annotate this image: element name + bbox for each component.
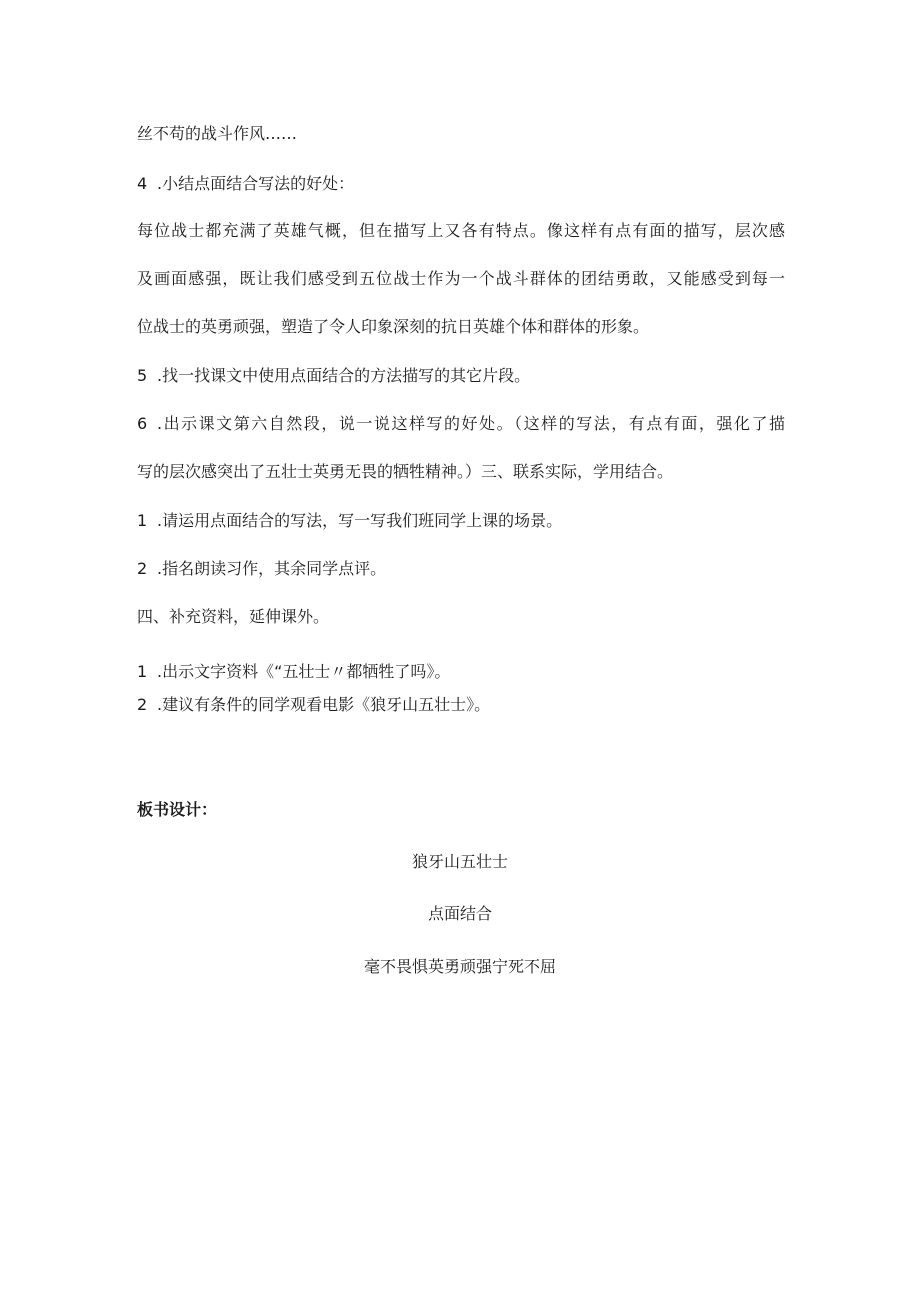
item-text: .出示课文第六自然段，说一说这样写的好处。（这样的写法，有点有面，强化了描	[157, 414, 785, 433]
board-line-text: 点面结合	[427, 904, 492, 923]
item-number: 4	[137, 174, 148, 193]
paragraph-line	[137, 269, 785, 289]
list-item	[137, 366, 530, 386]
item-number: 6	[137, 414, 148, 433]
item-text: .指名朗读习作，其余同学点评。	[157, 559, 387, 578]
board-title	[0, 852, 920, 872]
item-number: 2	[137, 695, 148, 714]
item-text: .请运用点面结合的写法，写一写我们班同学上课的场景。	[157, 511, 563, 530]
list-item	[137, 662, 450, 682]
line-text: 每位战士都充满了英雄气概，但在描写上又各有特点。像这样有点有面的描写，层次感	[137, 221, 785, 240]
paragraph-line	[137, 462, 673, 482]
board-line	[0, 904, 920, 924]
board-design-heading	[137, 800, 217, 820]
list-item	[137, 695, 490, 715]
line-text: 写的层次感突出了五壮士英勇无畏的牺牲精神。）三、联系实际，学用结合。	[137, 462, 674, 481]
section-heading	[137, 607, 329, 627]
board-line	[0, 957, 920, 977]
paragraph-line	[137, 221, 785, 241]
list-item	[137, 511, 562, 531]
list-item	[137, 414, 785, 434]
item-number: 1	[137, 662, 148, 681]
item-text: .建议有条件的同学观看电影《狼牙山五壮士》。	[157, 695, 491, 714]
item-number: 1	[137, 511, 148, 530]
item-number: 2	[137, 559, 148, 578]
board-title-text: 狼牙山五壮士	[411, 852, 508, 871]
heading-text: 板书设计：	[137, 800, 218, 819]
board-line-text: 毫不畏惧英勇顽强宁死不屈	[363, 957, 556, 976]
heading-text: 四、补充资料，延伸课外。	[137, 607, 330, 626]
line-text: 位战士的英勇顽强，塑造了令人印象深刻的抗日英雄个体和群体的形象。	[137, 317, 650, 336]
list-item	[137, 174, 354, 194]
item-text: .出示文字资料《“五壮士〃都牺牲了吗》。	[157, 662, 451, 681]
line-text: 丝不苟的战斗作风……	[137, 124, 298, 143]
item-text: .找一找课文中使用点面结合的方法描写的其它片段。	[157, 366, 531, 385]
item-text: .小结点面结合写法的好处：	[157, 174, 355, 193]
list-item	[137, 559, 386, 579]
line-text: 及画面感强，既让我们感受到五位战士作为一个战斗群体的团结勇敢，又能感受到每一	[137, 269, 785, 288]
text-line	[137, 124, 297, 144]
paragraph-line	[137, 317, 649, 337]
item-number: 5	[137, 366, 148, 385]
